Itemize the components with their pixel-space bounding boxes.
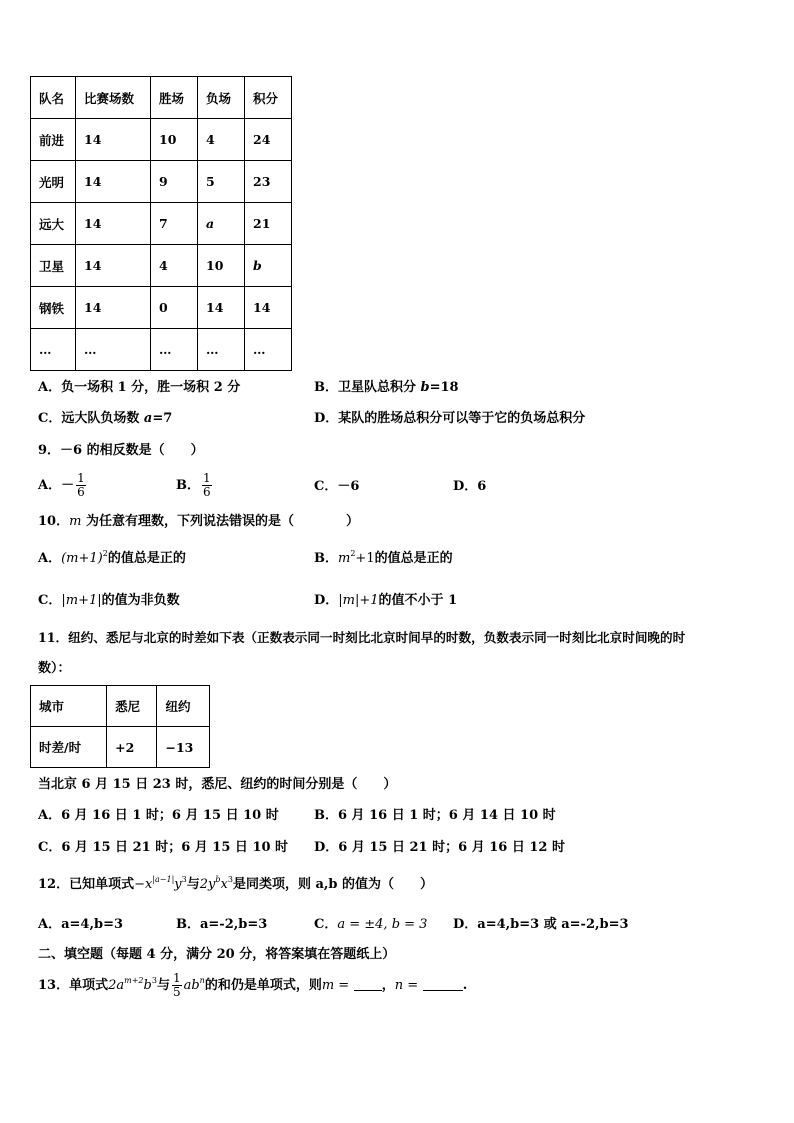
q10-stem-text: 为任意有理数，下列说法错误的是（ ）	[81, 514, 359, 529]
q10-option-b	[314, 550, 453, 568]
table-cell: 4	[151, 245, 198, 287]
q10-option-a-text: 的值总是正的	[107, 551, 186, 566]
q9-option-a-fraction	[76, 472, 86, 499]
table-cell: 前进	[31, 119, 76, 161]
q9-option-b	[176, 468, 214, 504]
table-row	[31, 727, 210, 768]
q10-option-d-math: |m|+1	[338, 593, 379, 608]
table-cell: 0	[151, 287, 198, 329]
table-cell: …	[76, 329, 151, 371]
table-cell: 5	[198, 161, 245, 203]
q13-monomial-1-b: b	[143, 978, 152, 993]
table-cell-variable-a: a	[198, 203, 245, 245]
q13-monomial-1: 2a	[108, 978, 125, 993]
table-row	[31, 287, 292, 329]
q9-option-c: C．－6	[314, 479, 360, 494]
fraction-numerator: 1	[203, 471, 211, 485]
q8-option-c-var: a	[143, 411, 153, 426]
q8-option-c	[38, 410, 172, 428]
q12-stem-pre: 12．已知单项式	[38, 877, 135, 892]
table-cell: 14	[245, 287, 292, 329]
table-cell: 4	[198, 119, 245, 161]
section-heading: 二、填空题（每题 4 分，满分 20 分，将答案填在答题纸上）	[38, 947, 396, 962]
table-cell: …	[151, 329, 198, 371]
q13-stem-mid: 与	[156, 978, 170, 993]
table-header-row	[31, 686, 210, 727]
q13-monomial-1-b-exponent: 3	[151, 976, 157, 985]
q10-option-b-math: m	[338, 551, 351, 566]
table-cell: −13	[157, 727, 210, 768]
q10-option-c-text: 的值为非负数	[101, 593, 180, 608]
q12-monomial-2: 2y	[199, 877, 216, 892]
table-header-cell: 城市	[31, 686, 107, 727]
table-cell: 10	[151, 119, 198, 161]
q10-option-a-math: (m+1)	[61, 551, 103, 566]
q8-option-b-text: B．卫星队总积分	[314, 380, 421, 395]
table-cell: 23	[245, 161, 292, 203]
q10-stem	[38, 513, 359, 531]
q8-option-b-post: =18	[429, 380, 459, 395]
q8-option-b-var: b	[420, 380, 430, 395]
q10-option-a-label: A．	[38, 551, 62, 566]
q13-n-equals: n =	[394, 978, 419, 993]
q10-option-c-math: |m+1|	[61, 593, 102, 608]
q10-option-b-math-post: +1	[355, 551, 375, 566]
fraction-denominator: 6	[203, 485, 211, 499]
table-cell: 24	[245, 119, 292, 161]
q10-variable: m	[69, 514, 82, 529]
table-cell: 9	[151, 161, 198, 203]
q11-option-a: A．6 月 16 日 1 时；6 月 15 日 10 时	[38, 808, 279, 823]
q13-fraction	[172, 972, 182, 999]
q8-option-a: A．负一场积 1 分，胜一场积 2 分	[38, 380, 241, 395]
table-cell: 时差/时	[31, 727, 107, 768]
q10-option-c	[38, 592, 180, 610]
table-cell: 卫星	[31, 245, 76, 287]
table-row	[31, 329, 292, 371]
q12-option-b: B．a=-2,b=3	[176, 917, 268, 932]
score-table	[30, 76, 292, 371]
q9-stem: 9．－6 的相反数是（ ）	[38, 443, 204, 458]
table-header-cell: 比赛场数	[76, 77, 151, 119]
q9-option-a	[38, 468, 88, 504]
q11-option-d: D．6 月 15 日 21 时；6 月 16 日 12 时	[314, 840, 565, 855]
table-cell: …	[245, 329, 292, 371]
table-cell: …	[31, 329, 76, 371]
q13-comma: ，	[381, 978, 395, 993]
q12-stem-post: 是同类项，则 a,b 的值为（ ）	[232, 877, 434, 892]
q9-option-b-label: B．	[176, 478, 200, 493]
q13-stem	[38, 968, 467, 1004]
q11-question: 当北京 6 月 15 日 23 时，悉尼、纽约的时间分别是（ ）	[38, 777, 397, 792]
table-header-cell: 队名	[31, 77, 76, 119]
q12-option-a: A．a=4,b=3	[38, 917, 124, 932]
table-header-row	[31, 77, 292, 119]
table-header-cell: 胜场	[151, 77, 198, 119]
q11-option-b: B．6 月 16 日 1 时；6 月 14 日 10 时	[314, 808, 556, 823]
q12-monomial-1-y-exponent: 3	[181, 875, 187, 884]
fraction-denominator: 5	[172, 985, 181, 999]
table-row	[31, 119, 292, 161]
answer-blank-n[interactable]	[423, 978, 463, 991]
table-cell: 10	[198, 245, 245, 287]
table-cell: 14	[76, 203, 151, 245]
q12-monomial-1-exponent: |a−1|	[152, 875, 175, 884]
timezone-table	[30, 685, 210, 768]
q10-option-d	[314, 592, 457, 610]
table-row	[31, 245, 292, 287]
table-cell: 14	[76, 245, 151, 287]
q10-option-c-label: C．	[38, 593, 62, 608]
q10-option-a-exponent: 2	[102, 549, 108, 558]
table-cell: 远大	[31, 203, 76, 245]
table-row	[31, 161, 292, 203]
fraction-denominator: 6	[77, 485, 85, 499]
q13-end: .	[462, 978, 468, 993]
q11-stem-line2: 数）：	[38, 661, 71, 676]
table-cell: 14	[198, 287, 245, 329]
table-cell: …	[198, 329, 245, 371]
table-header-cell: 积分	[245, 77, 292, 119]
q13-stem-post: 的和仍是单项式，则	[204, 978, 322, 993]
q11-stem-line1: 11．纽约、悉尼与北京的时差如下表（正数表示同一时刻比北京时间早的时数，负数表示同一时刻比北京时间晚的时	[38, 630, 686, 645]
q8-option-b	[314, 379, 459, 397]
table-cell: 钢铁	[31, 287, 76, 329]
q10-number: 10．	[38, 514, 70, 529]
q12-option-c-label: C．	[314, 917, 338, 932]
q12-monomial-1-y: y	[174, 877, 182, 892]
table-header-cell: 负场	[198, 77, 245, 119]
table-cell: 14	[76, 119, 151, 161]
q12-monomial-2-exponent: b	[215, 875, 221, 884]
q8-option-c-post: =7	[152, 411, 173, 426]
q13-monomial-1-exponent: m+2	[124, 976, 144, 985]
q12-stem	[38, 876, 433, 894]
q12-option-d: D．a=4,b=3 或 a=-2,b=3	[453, 917, 629, 932]
q12-option-c	[314, 916, 427, 934]
q10-option-a	[38, 550, 186, 568]
table-cell: 21	[245, 203, 292, 245]
q9-option-a-label: A．－	[38, 478, 75, 493]
q12-monomial-2-x-exponent: 3	[227, 875, 233, 884]
table-header-cell: 悉尼	[107, 686, 157, 727]
q10-option-d-label: D．	[314, 593, 339, 608]
q9-option-d: D．6	[453, 479, 487, 494]
table-cell: +2	[107, 727, 157, 768]
table-cell: 14	[76, 287, 151, 329]
q9-option-b-fraction	[202, 472, 212, 499]
answer-blank-m[interactable]	[354, 978, 382, 991]
q8-option-c-text: C．远大队负场数	[38, 411, 144, 426]
q11-option-c: C．6 月 15 日 21 时；6 月 15 日 10 时	[38, 840, 289, 855]
q12-option-c-math: a = ±4, b = 3	[337, 917, 428, 932]
q12-monomial-2-x: x	[220, 877, 228, 892]
q8-option-d: D．某队的胜场总积分可以等于它的负场总积分	[314, 411, 586, 426]
fraction-numerator: 1	[172, 971, 181, 985]
q13-monomial-2-exponent: n	[199, 976, 205, 985]
fraction-numerator: 1	[77, 471, 85, 485]
table-cell: 7	[151, 203, 198, 245]
q10-option-b-text: 的值总是正的	[374, 551, 453, 566]
table-row	[31, 203, 292, 245]
table-cell-variable-b: b	[245, 245, 292, 287]
q13-m-equals: m =	[321, 978, 350, 993]
table-cell: 14	[76, 161, 151, 203]
q13-stem-pre: 13．单项式	[38, 978, 109, 993]
q12-stem-mid: 与	[186, 877, 200, 892]
table-cell: 光明	[31, 161, 76, 203]
q13-monomial-2: ab	[183, 978, 200, 993]
table-header-cell: 纽约	[157, 686, 210, 727]
q10-option-b-label: B．	[314, 551, 338, 566]
q10-option-b-exponent: 2	[350, 549, 356, 558]
q12-monomial-1: −x	[134, 877, 153, 892]
q10-option-d-text: 的值不小于 1	[378, 593, 458, 608]
